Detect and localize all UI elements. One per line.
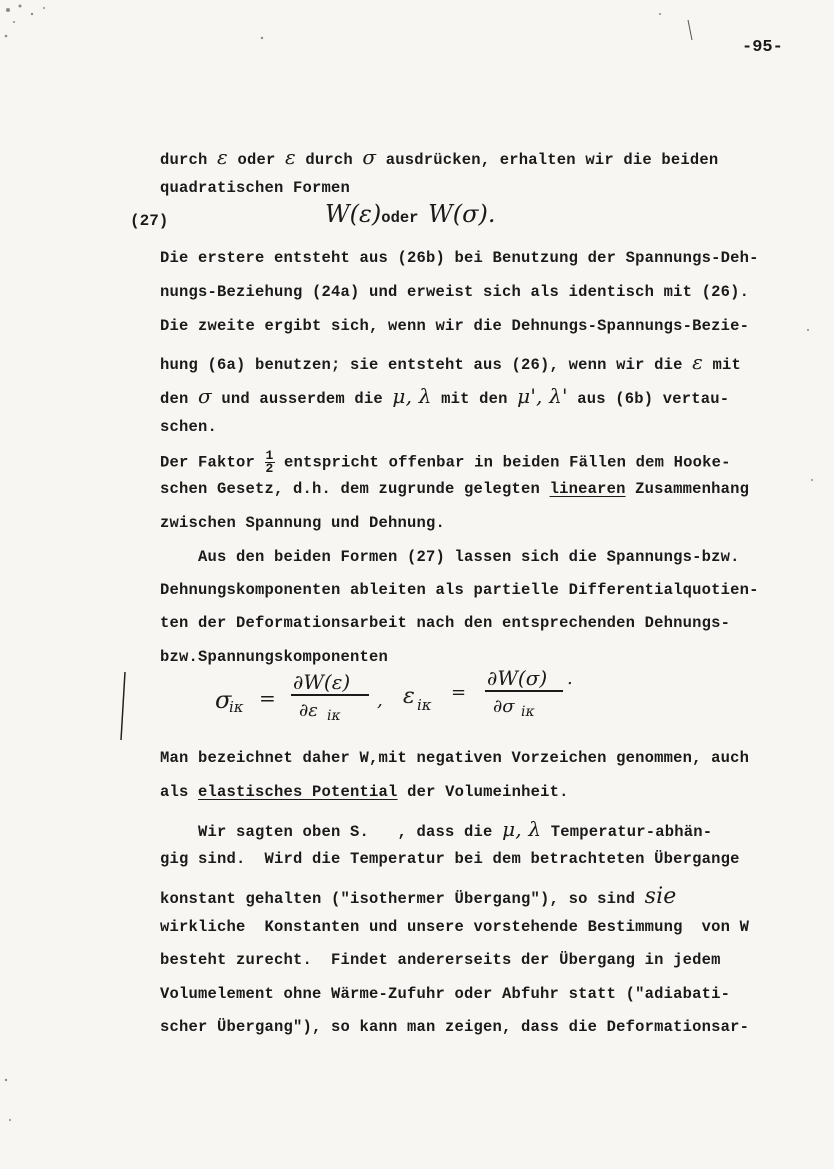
page-number: -95- <box>742 38 783 57</box>
text-line-21: wirkliche Konstanten und unsere vorstehende Bestimmung von W <box>160 918 750 936</box>
text-line-2: quadratischen Formen <box>160 179 351 197</box>
handwritten-mu-lambda: μ, λ <box>502 817 542 841</box>
handwritten-sie: sie <box>644 884 677 909</box>
underlined-elastisches-potential: elastisches Potential <box>198 783 398 801</box>
text-line-12: Aus den beiden Formen (27) lassen sich die Spannungs-bzw. <box>160 548 740 566</box>
text-line-8: schen. <box>160 418 218 436</box>
handwritten-mu-lambda: μ, λ <box>392 384 432 408</box>
text-line-4: nungs-Beziehung (24a) und erweist sich als identisch mit (26). <box>160 283 750 301</box>
eq27-oder: oder <box>381 209 419 227</box>
partial-derivative-formula: σ iκ = ∂W(ε) ∂ε iκ , ε iκ = ∂W(σ) ∂σ iκ . <box>215 666 573 724</box>
text-line-22: besteht zurecht. Findet andererseits der Übergang in jedem <box>160 951 721 969</box>
text-line-6: hung (6a) benutzen; sie entsteht aus (26), wenn wir die ε mit <box>160 350 742 374</box>
text-line-24: scher Übergang"), so kann man zeigen, dass die Deformationsar- <box>160 1018 750 1036</box>
text-line-16: Man bezeichnet daher W,mit negativen Vorzeichen genommen, auch <box>160 749 750 767</box>
fraction-one-half: $\frac{1}{2}$ <box>265 448 274 476</box>
text-line-17: als elastisches Potential der Volumeinheit. <box>160 783 569 801</box>
text-line-5: Die zweite ergibt sich, wenn wir die Dehnungs-Spannungs-Bezie- <box>160 317 750 335</box>
equation-number: (27) <box>130 212 169 230</box>
handwritten-epsilon: ε <box>217 145 228 169</box>
text-line-7: den σ und ausserdem die μ, λ mit den μ', λ' aus (6b) vertau- <box>160 384 730 408</box>
text-line-1: durch ε oder ε durch σ ausdrücken, erhalten wir die beiden <box>160 145 719 169</box>
handwritten-epsilon: ε <box>692 350 704 374</box>
eq27-left: W(ε) <box>325 200 382 228</box>
handwritten-mu-lambda-prime: μ', λ' <box>517 384 568 408</box>
handwritten-epsilon: ε <box>284 145 296 169</box>
text-line-3: Die erstere entsteht aus (26b) bei Benutzung der Spannungs-Deh- <box>160 249 759 267</box>
text-line-15: bzw.Spannungskomponenten <box>160 648 389 666</box>
text-line-10: schen Gesetz, d.h. dem zugrunde gelegten linearen Zusammenhang <box>160 480 750 498</box>
eq27-right: W(σ). <box>428 200 496 228</box>
text-line-14: ten der Deformationsarbeit nach den entsprechenden Dehnungs- <box>160 614 731 632</box>
text-line-18: Wir sagten oben S. , dass die μ, λ Temperatur-abhän- <box>160 817 713 841</box>
text-line-9: Der Faktor $\frac{1}{2}$ entspricht offenbar in beiden Fällen dem Hooke- <box>160 448 731 476</box>
underlined-linearen: linearen <box>549 480 626 498</box>
handwritten-sigma: σ <box>198 384 212 408</box>
text-line-23: Volumelement ohne Wärme-Zufuhr oder Abfuhr statt ("adiabati- <box>160 985 731 1003</box>
text-line-13: Dehnungskomponenten ableiten als partielle Differentialquotien- <box>160 581 759 599</box>
text-line-11: zwischen Spannung und Dehnung. <box>160 514 446 532</box>
handwritten-sigma: σ <box>362 145 377 169</box>
text-line-19: gig sind. Wird die Temperatur bei dem betrachteten Übergange <box>160 850 740 868</box>
text-line-20: konstant gehalten ("isothermer Übergang"), so sind sie <box>160 884 677 909</box>
